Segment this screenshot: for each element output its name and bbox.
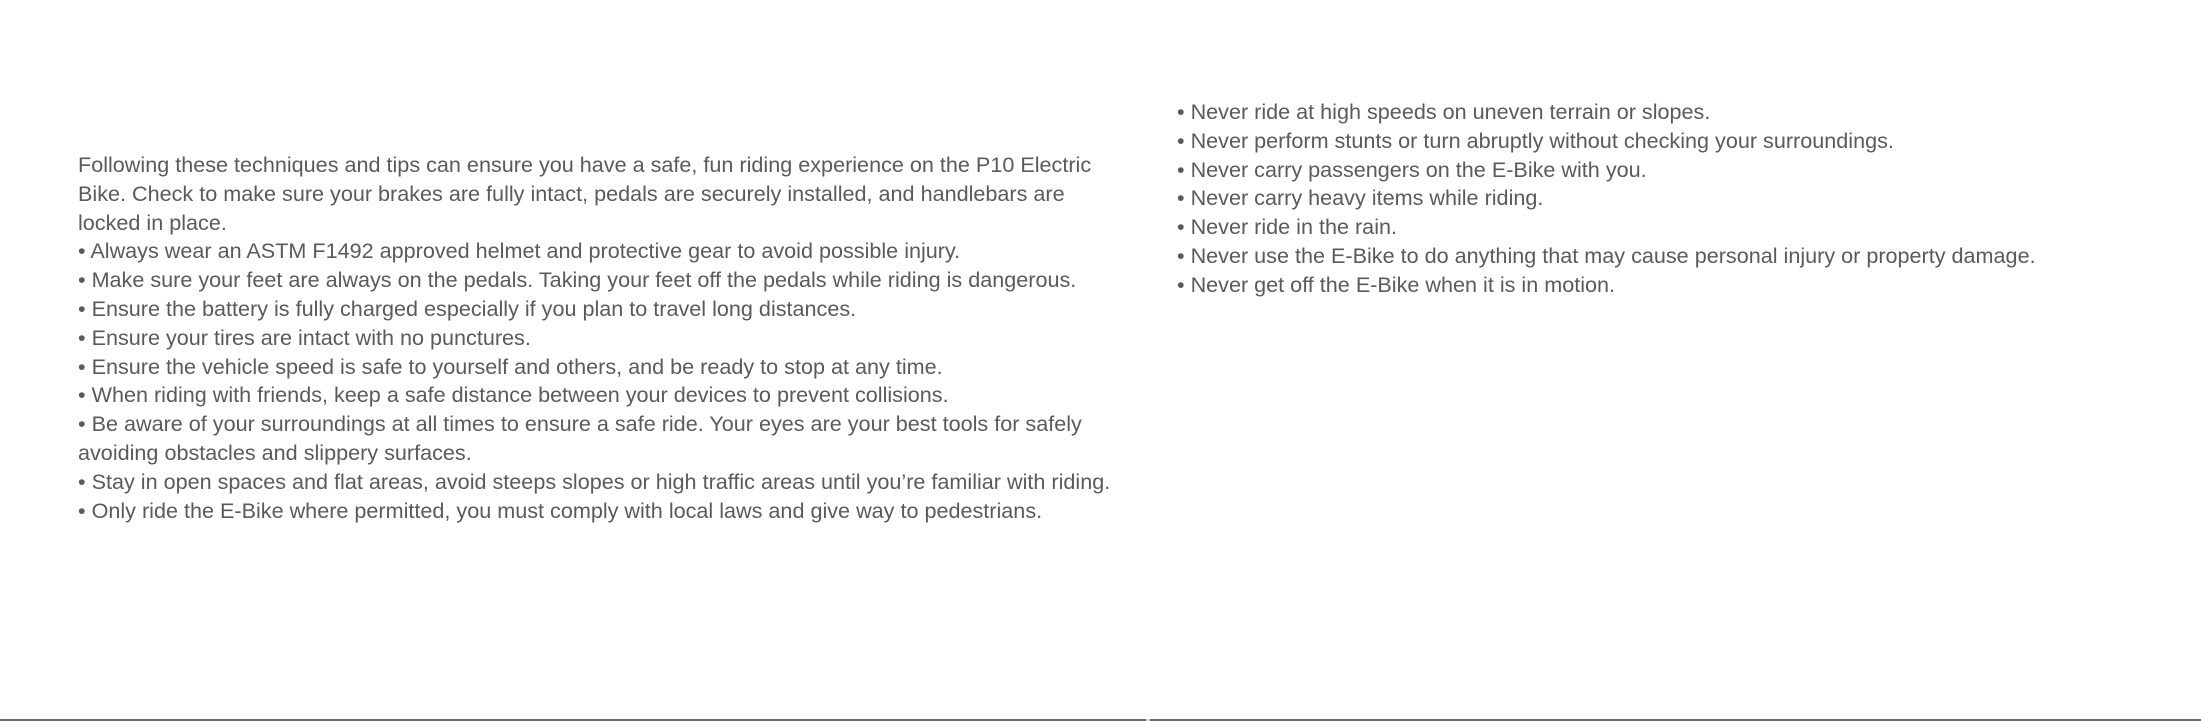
bullet-icon: • [1177,156,1185,182]
tip-text: Only ride the E-Bike where permitted, you must comply with local laws and give way to pedestrians. [91,497,1043,523]
tip-item [78,468,1128,497]
warning-item [1177,127,2197,156]
bullet-icon: • [78,324,86,350]
safety-warnings-block [1177,98,2197,300]
bullet-icon: • [78,468,86,494]
bullet-icon: • [1177,214,1185,240]
tip-item [78,266,1128,295]
tip-item [78,353,1128,382]
bullet-icon: • [78,238,86,264]
warning-text: Never perform stunts or turn abruptly without checking your surroundings. [1190,127,1894,153]
tip-text: Stay in open spaces and flat areas, avoid steeps slopes or high traffic areas until you’re familiar with riding. [91,468,1111,494]
warning-text: Never ride in the rain. [1190,214,1398,240]
tip-item [78,295,1128,324]
bullet-icon: • [78,295,86,321]
warning-item [1177,271,2197,300]
tip-text: When riding with friends, keep a safe distance between your devices to prevent collisions. [91,382,949,408]
bullet-icon: • [1177,127,1185,153]
warning-item [1177,242,2197,271]
warning-item [1177,98,2197,127]
bullet-icon: • [78,497,86,523]
bullet-icon: • [78,382,86,408]
tip-text: Ensure the vehicle speed is safe to yourself and others, and be ready to stop at any time. [91,353,943,379]
warning-text: Never carry passengers on the E-Bike with you. [1190,156,1647,182]
tip-text: Be aware of your surroundings at all times to ensure a safe ride. Your eyes are your best tools for safely avoiding obstacles and slippery surfaces. [78,411,1082,465]
tip-item [78,410,1128,468]
tip-item [78,381,1128,410]
tip-item [78,237,1128,266]
bullet-icon: • [78,411,86,437]
tip-text: Always wear an ASTM F1492 approved helmet and protective gear to avoid possible injury. [90,238,961,264]
tip-text: Make sure your feet are always on the pedals. Taking your feet off the pedals while riding is dangerous. [91,267,1077,293]
warning-text: Never ride at high speeds on uneven terrain or slopes. [1190,99,1711,124]
bullet-icon: • [78,267,86,293]
tip-item [78,497,1128,526]
bullet-icon: • [1177,271,1185,297]
warning-text: Never use the E-Bike to do anything that may cause personal injury or property damage. [1190,242,2036,268]
bullet-icon: • [1177,99,1185,124]
warning-item [1177,156,2197,185]
riding-tips-block [78,151,1128,525]
warning-text: Never carry heavy items while riding. [1190,185,1544,211]
bullet-icon: • [78,353,86,379]
bullet-icon: • [1177,242,1185,268]
tip-text: Ensure your tires are intact with no punctures. [91,324,531,350]
right-page [1148,0,2201,721]
warning-item [1177,213,2197,242]
warning-text: Never get off the E-Bike when it is in motion. [1190,271,1616,297]
bullet-icon: • [1177,185,1185,211]
warning-item [1177,184,2197,213]
intro-paragraph: Following these techniques and tips can ensure you have a safe, fun riding experience on the P10 Electric Bike. Check to make sure your brakes are fully intact, pedals are securely installed, and handlebars are locked in place. [78,152,1092,235]
tip-text: Ensure the battery is fully charged especially if you plan to travel long distances. [91,295,857,321]
tip-item [78,324,1128,353]
